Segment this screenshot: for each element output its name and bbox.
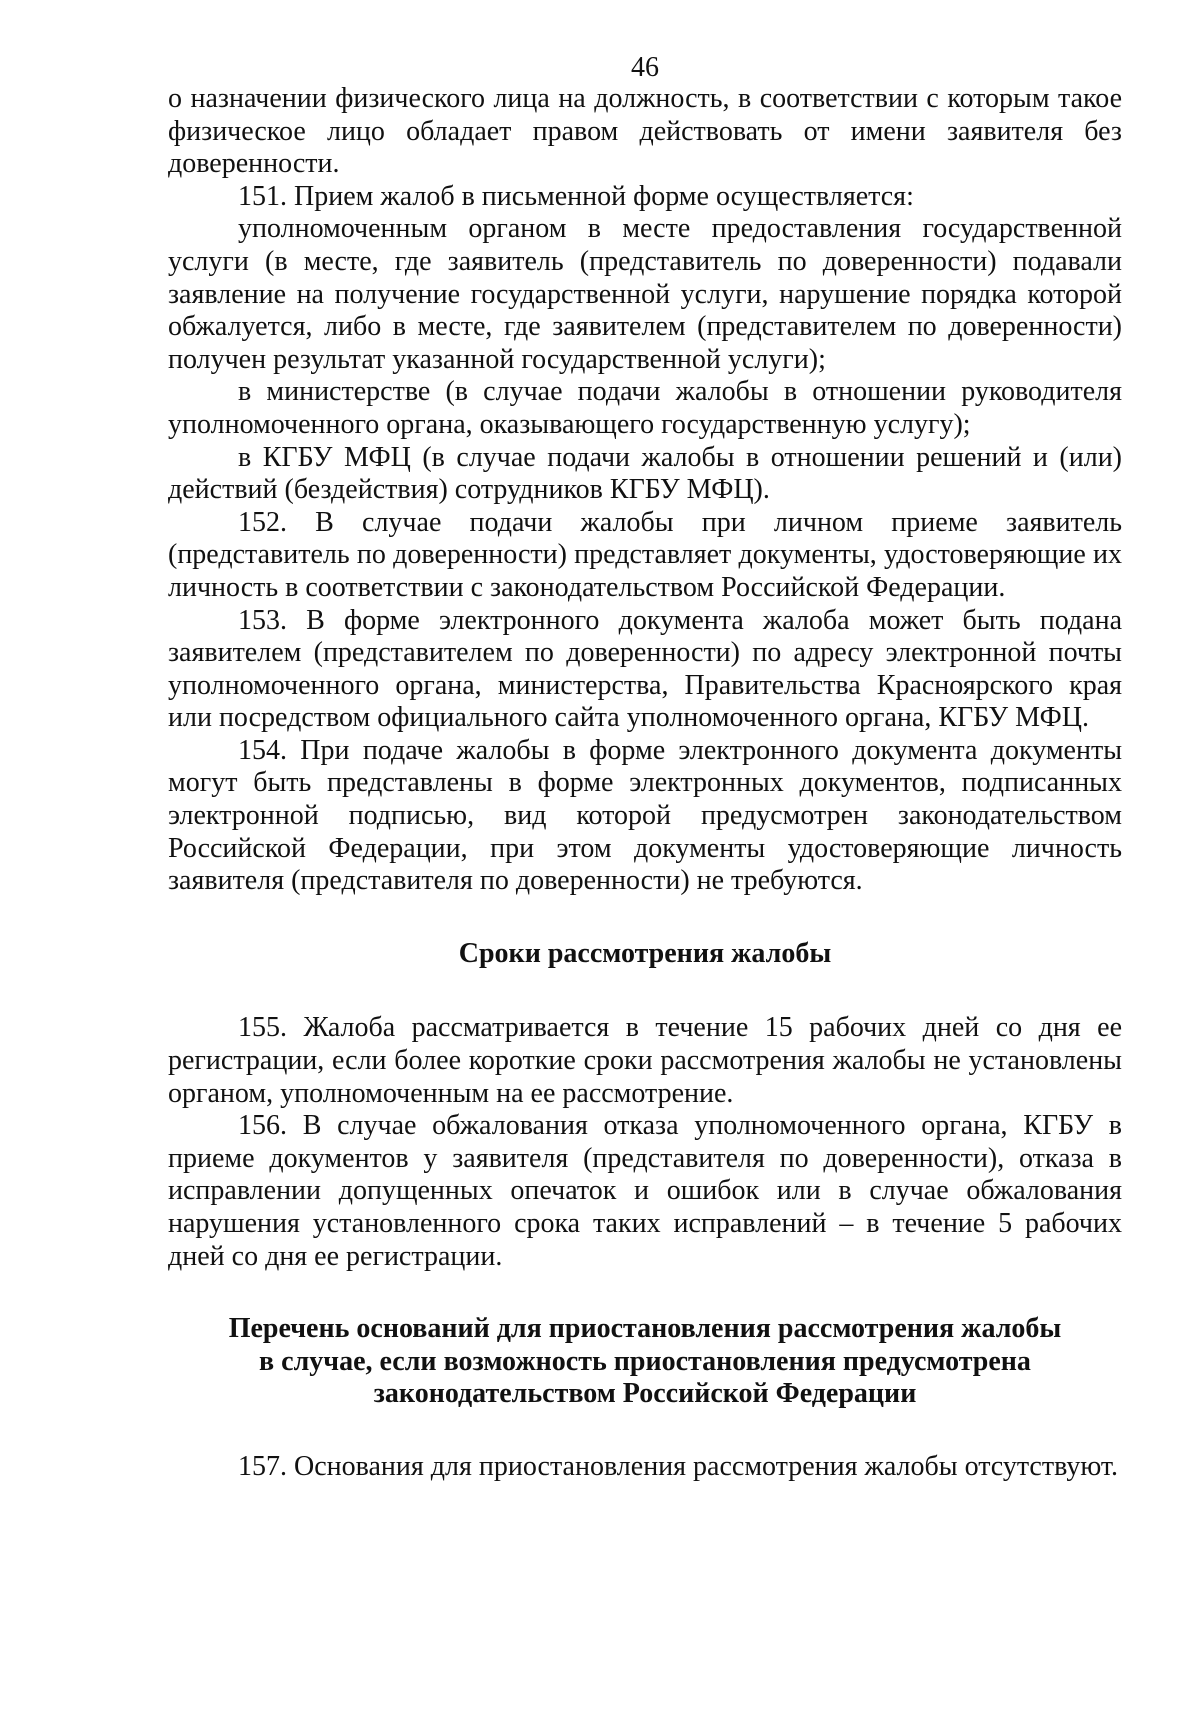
heading-line-1: Перечень оснований для приостановления рассмотрения жалобы <box>228 1313 1062 1345</box>
paragraph-157: 157. Основания для приостановления рассмотрения жалобы отсутствуют. <box>238 1450 1119 1482</box>
section-bottom <box>168 1451 1122 1484</box>
paragraph-155: 155. Жалоба рассматривается в течение 15 рабочих дней со дня ее регистрации, если более короткие сроки рассмотрения жалобы не установлены органом, уполномоченным на ее рассмотрение. <box>168 1012 1122 1109</box>
paragraph-151: 151. Прием жалоб в письменной форме осуществляется: <box>238 180 914 212</box>
section-heading-review-terms: Сроки рассмотрения жалобы <box>458 937 832 969</box>
section-top <box>168 83 1122 898</box>
page-number: 46 <box>631 52 659 83</box>
paragraph-154: 154. При подаче жалобы в форме электронного документа документы могут быть представлены в форме электронных документов, подписанных электронной подписью, вид которой предусмотрен законодательством Российской Федерации, при этом документы удостоверяющие личность заявителя (представителя по доверенности) не требуются. <box>168 734 1122 897</box>
section-mid <box>168 1012 1122 1273</box>
paragraph-153: 153. В форме электронного документа жалоба может быть подана заявителем (представителем по доверенности) по адресу электронной почты уполномоченного органа, министерства, Правительства Красноярского края или посредством официального сайта уполномоченного органа, КГБУ МФЦ. <box>168 604 1122 734</box>
paragraph-151-item-3: в КГБУ МФЦ (в случае подачи жалобы в отношении решений и (или) действий (бездействия) сотрудников КГБУ МФЦ). <box>168 441 1122 506</box>
heading-line-3: законодательством Российской Федерации <box>373 1378 917 1410</box>
section-heading-suspension-grounds <box>168 1313 1122 1411</box>
paragraph-151-item-1: уполномоченным органом в месте предоставления государственной услуги (в месте, где заявитель (представитель по доверенности) подавали заявление на получение государственной услуги, нарушение порядка которой обжалуется, либо в месте, где заявителем (представителем по доверенности) получен результат указанной государственной услуги); <box>168 213 1122 375</box>
paragraph-continuation: о назначении физического лица на должность, в соответствии с которым такое физическое лицо обладает правом действовать от имени заявителя без доверенности. <box>168 83 1122 180</box>
heading-line-2: в случае, если возможность приостановления предусмотрена <box>259 1345 1031 1377</box>
paragraph-152: 152. В случае подачи жалобы при личном приеме заявитель (представитель по доверенности) представляет документы, удостоверяющие их личность в соответствии с законодательством Российской Федерации. <box>168 506 1122 603</box>
paragraph-151-item-2: в министерстве (в случае подачи жалобы в отношении руководителя уполномоченного органа, оказывающего государственную услугу); <box>168 376 1122 440</box>
document-page <box>168 52 1122 1484</box>
paragraph-156: 156. В случае обжалования отказа уполномоченного органа, КГБУ в приеме документов у заявителя (представителя по доверенности), отказа в исправлении допущенных опечаток и ошибок или в случае обжалования нарушения установленного срока таких исправлений – в течение 5 рабочих дней со дня ее регистрации. <box>168 1110 1122 1272</box>
